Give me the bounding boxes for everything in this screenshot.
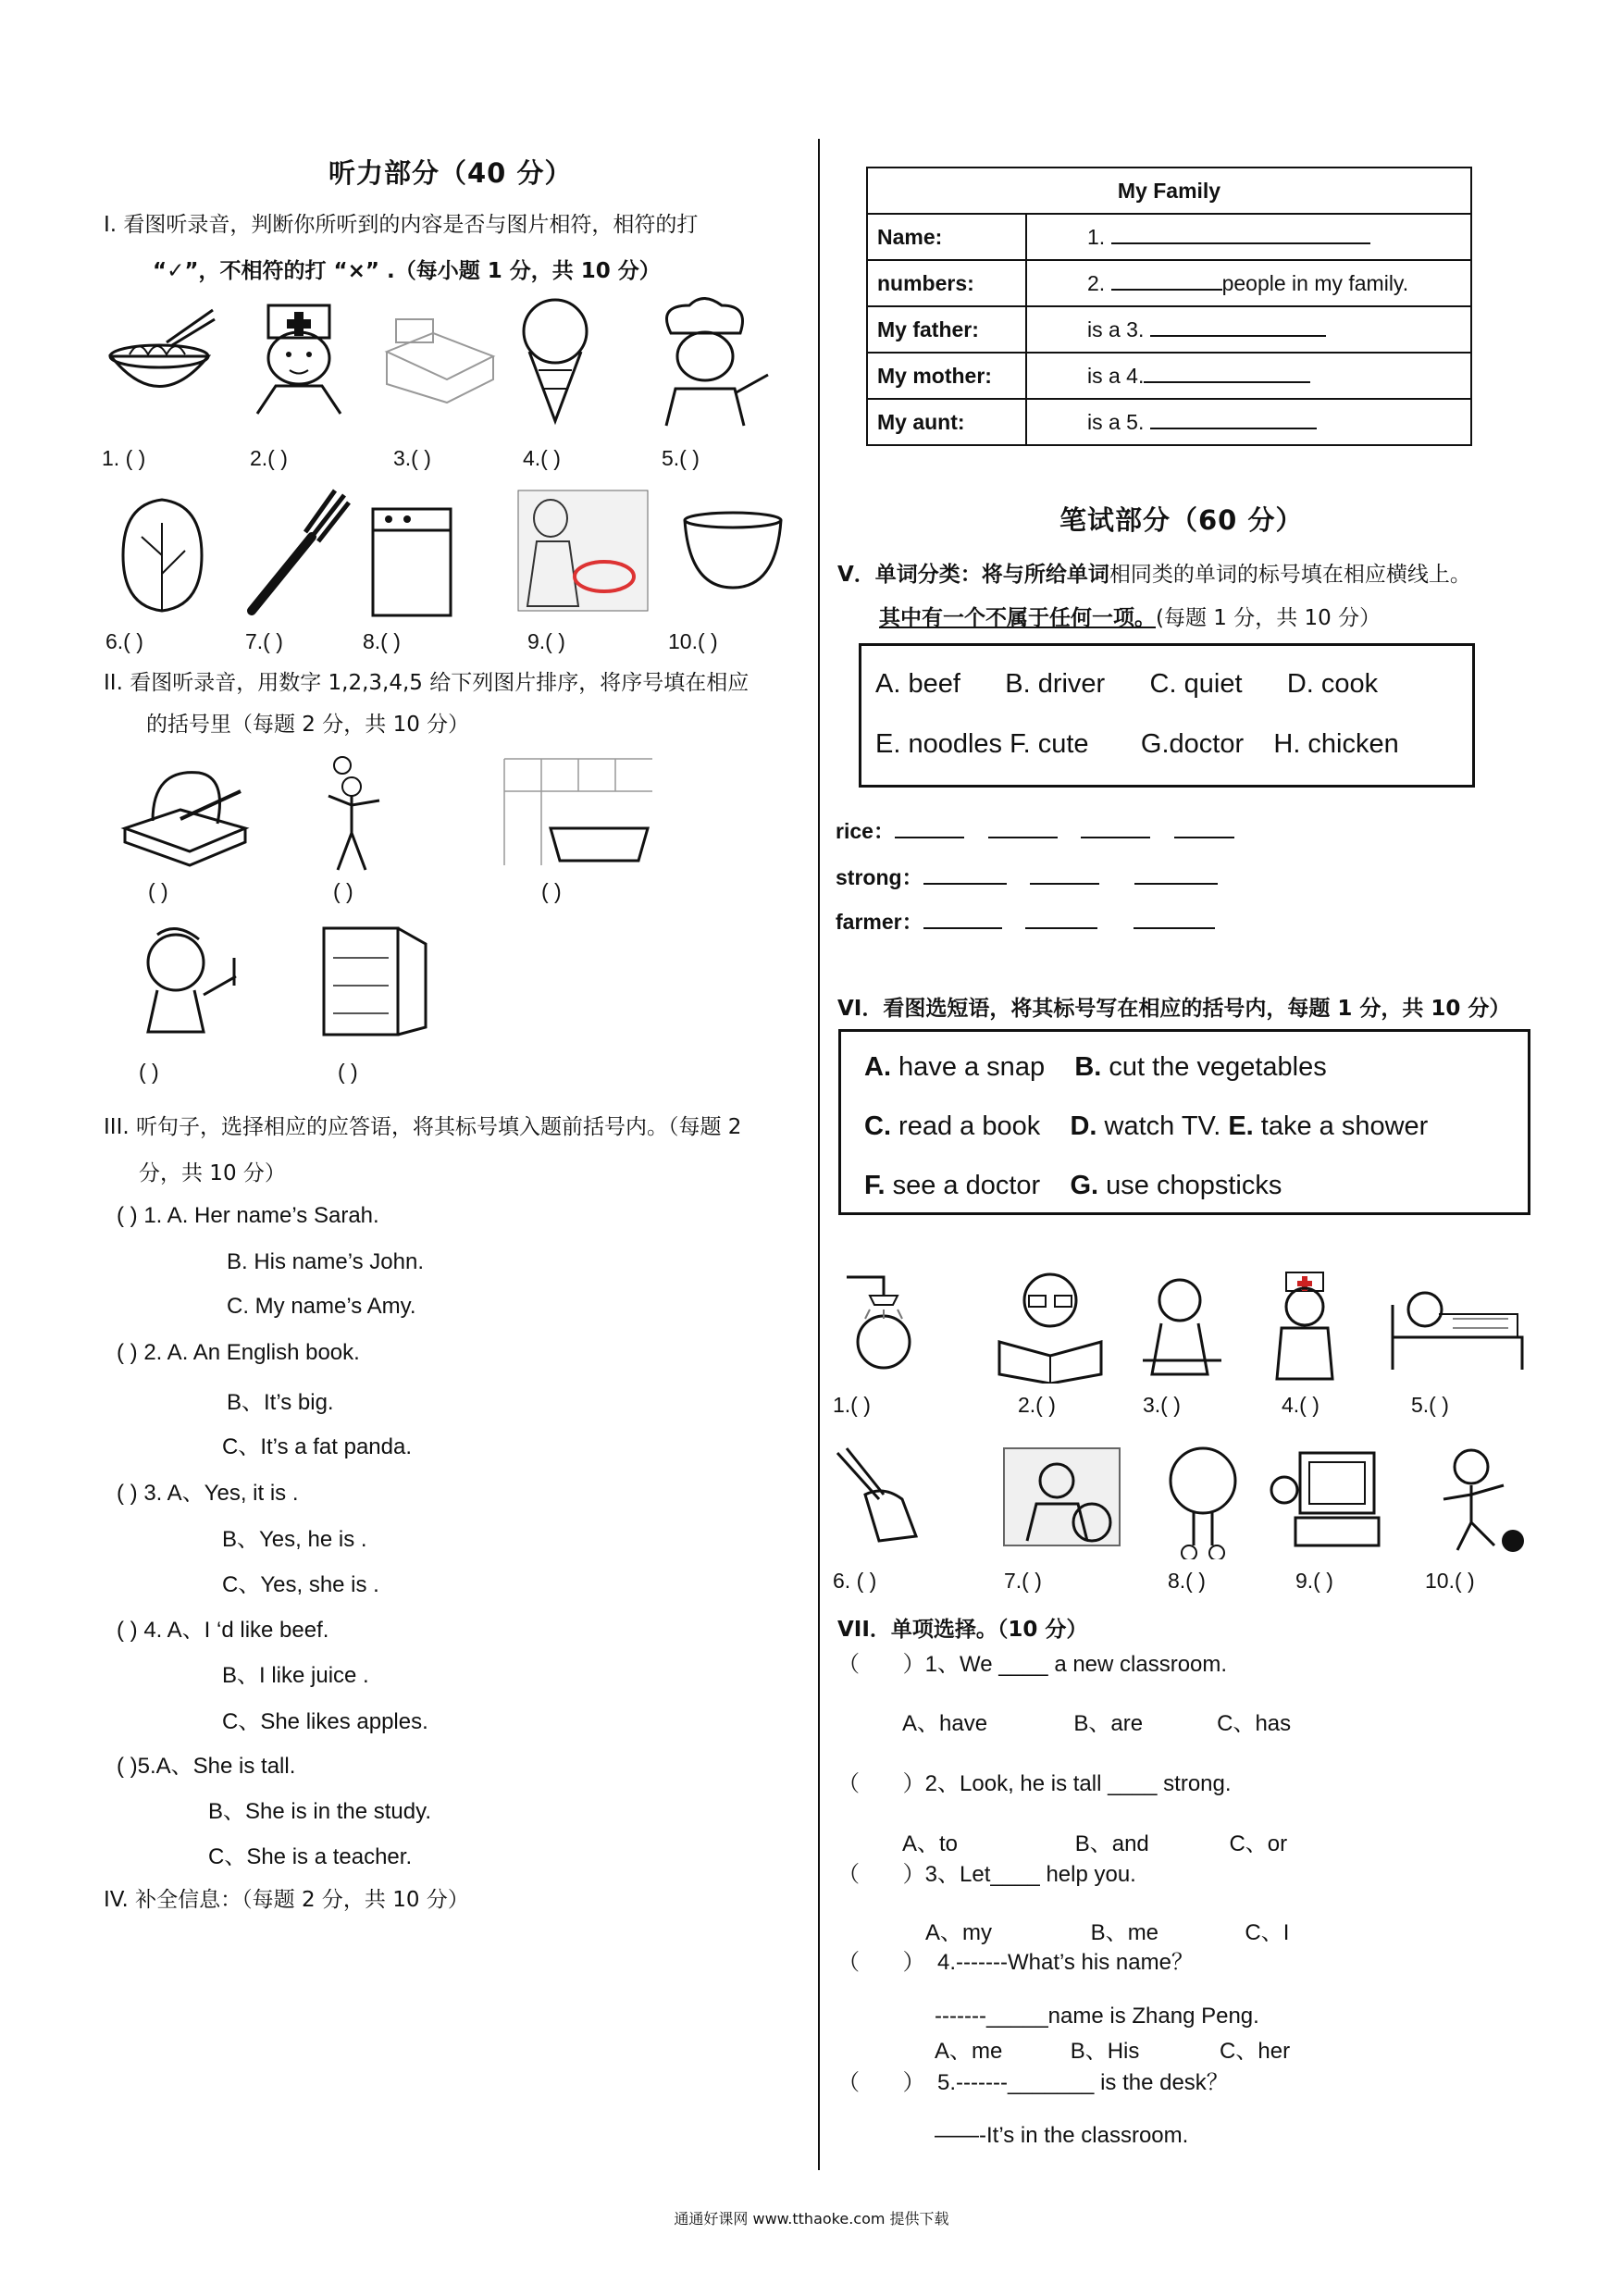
section7-title: VII．单项选择。（10 分） bbox=[837, 1618, 1088, 1642]
s6-ans-7[interactable]: 7.( ) bbox=[1004, 1569, 1042, 1593]
bathroom-icon bbox=[500, 754, 657, 870]
doctor-small-icon bbox=[1263, 1268, 1346, 1384]
s6-ans-2[interactable]: 2.( ) bbox=[1018, 1393, 1056, 1417]
boy-cutting-vegetables-icon bbox=[1134, 1272, 1226, 1384]
section4-instruction: IV. 补全信息：（每题 2 分，共 10 分） bbox=[104, 1888, 469, 1912]
family-row-value[interactable]: is a 5. bbox=[1026, 399, 1471, 445]
s3-item-2-opt-c: C、It’s a fat panda. bbox=[222, 1434, 413, 1459]
s1-ans-5[interactable]: 5.( ) bbox=[662, 446, 700, 470]
washing-machine-icon bbox=[365, 504, 458, 620]
s7-question-5[interactable]: （ ） 5.-------_______ is the desk？ bbox=[837, 2070, 1229, 2095]
watch-tv-icon bbox=[1268, 1444, 1383, 1550]
s1-ans-10[interactable]: 10.( ) bbox=[668, 629, 718, 653]
football-boy-icon bbox=[310, 754, 393, 875]
phrase-bank-box bbox=[838, 1029, 1530, 1215]
s3-item-3-opt-c: C、Yes, she is . bbox=[222, 1572, 379, 1597]
family-row-label: Name: bbox=[867, 214, 1026, 260]
family-row-label: numbers: bbox=[867, 260, 1026, 306]
s3-item-1-opt-b: B. His name’s John. bbox=[227, 1249, 424, 1274]
family-table-header: My Family bbox=[867, 168, 1471, 214]
s3-item-5[interactable]: ( )5.A、She is tall. bbox=[117, 1754, 296, 1779]
phrase-row-2: C. read a book D. watch TV. E. take a shower bbox=[864, 1111, 1429, 1141]
family-row-label: My mother: bbox=[867, 353, 1026, 399]
s6-ans-4[interactable]: 4.( ) bbox=[1282, 1393, 1319, 1417]
sort-row-rice[interactable]: rice： bbox=[836, 814, 1234, 845]
s3-item-3[interactable]: ( ) 3. A、Yes, it is . bbox=[117, 1481, 299, 1506]
chicken-leg-icon bbox=[1161, 1444, 1245, 1559]
ice-cream-icon bbox=[518, 296, 592, 426]
s3-item-1-opt-c: C. My name’s Amy. bbox=[227, 1294, 416, 1319]
s6-ans-3[interactable]: 3.( ) bbox=[1143, 1393, 1181, 1417]
s7-question-4[interactable]: （ ） 4.-------What’s his name？ bbox=[837, 1950, 1194, 1975]
section3-instruction-2: 分，共 10 分） bbox=[139, 1161, 286, 1185]
s3-item-3-opt-b: B、Yes, he is . bbox=[222, 1527, 367, 1552]
s2-ans-3[interactable]: ( ) bbox=[541, 879, 562, 903]
sleeping-in-bed-icon bbox=[1388, 1268, 1527, 1374]
writing-title: 笔试部分（60 分） bbox=[1059, 504, 1304, 536]
s6-ans-5[interactable]: 5.( ) bbox=[1411, 1393, 1449, 1417]
s3-item-2[interactable]: ( ) 2. A. An English book. bbox=[117, 1340, 360, 1365]
s7-options-1: A、have B、are C、has bbox=[902, 1711, 1292, 1736]
s7-options-2: A、to B、and C、or bbox=[902, 1831, 1288, 1856]
s6-ans-10[interactable]: 10.( ) bbox=[1425, 1569, 1475, 1593]
family-row-value[interactable]: is a 3. bbox=[1026, 306, 1471, 353]
s6-ans-6[interactable]: 6. ( ) bbox=[833, 1569, 877, 1593]
s1-ans-8[interactable]: 8.( ) bbox=[363, 629, 401, 653]
family-row-label: My father: bbox=[867, 306, 1026, 353]
family-row-value[interactable]: 2. people in my family. bbox=[1026, 260, 1471, 306]
family-table bbox=[866, 167, 1472, 446]
s6-ans-1[interactable]: 1.( ) bbox=[833, 1393, 871, 1417]
s3-item-5-opt-c: C、She is a teacher. bbox=[208, 1844, 413, 1869]
s6-ans-8[interactable]: 8.( ) bbox=[1168, 1569, 1206, 1593]
s3-item-5-opt-b: B、She is in the study. bbox=[208, 1799, 432, 1824]
section1-instruction-2: “✓”，不相符的打 “×” .（每小题 1 分，共 10 分） bbox=[153, 259, 661, 283]
fridge-icon bbox=[310, 921, 435, 1041]
bowl-icon bbox=[680, 509, 787, 592]
listening-title: 听力部分（40 分） bbox=[328, 157, 573, 189]
cook-icon bbox=[638, 292, 777, 430]
section1-instruction: I. 看图听录音，判断你所听到的内容是否与图片相符，相符的打 bbox=[104, 213, 699, 237]
chopsticks-hand-icon bbox=[828, 1444, 930, 1545]
s2-ans-1[interactable]: ( ) bbox=[148, 879, 168, 903]
s7-question-1[interactable]: （ ）1、We ____ a new classroom. bbox=[837, 1652, 1228, 1677]
s3-item-2-opt-b: B、It’s big. bbox=[227, 1390, 334, 1415]
s1-ans-7[interactable]: 7.( ) bbox=[245, 629, 283, 653]
doctor-icon bbox=[248, 301, 350, 416]
s1-ans-6[interactable]: 6.( ) bbox=[105, 629, 143, 653]
girl-eating-icon bbox=[116, 921, 254, 1046]
s7-sub-5: ——-It’s in the classroom. bbox=[935, 2123, 1189, 2148]
use-chopsticks-photo-icon bbox=[514, 486, 652, 615]
driving-icon bbox=[999, 1444, 1124, 1550]
word-bank-box bbox=[859, 643, 1475, 788]
family-row-value[interactable]: 1. bbox=[1026, 214, 1471, 260]
girl-shower-icon bbox=[828, 1268, 939, 1384]
s2-ans-5[interactable]: ( ) bbox=[338, 1060, 358, 1084]
s7-options-3: A、my B、me C、I bbox=[925, 1920, 1290, 1945]
section5-instruction: V．单词分类：将与所给单词相同类的单词的标号填在相应横线上。 bbox=[837, 563, 1471, 587]
s3-item-1[interactable]: ( ) 1. A. Her name’s Sarah. bbox=[117, 1203, 379, 1228]
s1-ans-1[interactable]: 1. ( ) bbox=[102, 446, 146, 470]
word-bank-row-1: A. beef B. driver C. quiet D. cook bbox=[875, 669, 1379, 699]
noodles-icon bbox=[102, 301, 217, 412]
s7-sub-4: -------_____name is Zhang Peng. bbox=[935, 2004, 1259, 2029]
s1-ans-3[interactable]: 3.( ) bbox=[393, 446, 431, 470]
section5-instruction-2: 其中有一个不属于任何一项。(每题 1 分，共 10 分） bbox=[879, 606, 1381, 630]
boy-football-icon bbox=[1430, 1444, 1531, 1555]
s2-ans-2[interactable]: ( ) bbox=[333, 879, 353, 903]
column-divider bbox=[818, 139, 820, 2170]
s7-question-2[interactable]: （ ）2、Look, he is tall ____ strong. bbox=[837, 1771, 1232, 1796]
fork-icon bbox=[242, 486, 353, 615]
boy-reading-icon bbox=[990, 1268, 1110, 1384]
bed-icon bbox=[378, 315, 498, 407]
bread-knife-icon bbox=[116, 754, 254, 870]
s2-ans-4[interactable]: ( ) bbox=[139, 1060, 159, 1084]
family-row-value[interactable]: is a 4. bbox=[1026, 353, 1471, 399]
sort-row-strong[interactable]: strong： bbox=[836, 861, 1218, 891]
s6-ans-9[interactable]: 9.( ) bbox=[1295, 1569, 1333, 1593]
section2-instruction-2: 的括号里（每题 2 分，共 10 分） bbox=[146, 713, 470, 737]
s1-ans-2[interactable]: 2.( ) bbox=[250, 446, 288, 470]
s1-ans-4[interactable]: 4.( ) bbox=[523, 446, 561, 470]
section6-instruction: VI．看图选短语，将其标号写在相应的括号内，每题 1 分，共 10 分） bbox=[837, 997, 1511, 1021]
word-bank-row-2: E. noodles F. cute G.doctor H. chicken bbox=[875, 729, 1399, 759]
s1-ans-9[interactable]: 9.( ) bbox=[527, 629, 565, 653]
s7-question-3[interactable]: （ ）3、Let____ help you. bbox=[837, 1862, 1136, 1887]
page-footer: 通通好课网 www.tthaoke.com 提供下载 bbox=[674, 2210, 949, 2228]
s3-item-4-opt-c: C、She likes apples. bbox=[222, 1709, 428, 1734]
family-row-label: My aunt: bbox=[867, 399, 1026, 445]
cabbage-icon bbox=[109, 490, 216, 615]
section2-instruction: II. 看图听录音，用数字 1,2,3,4,5 给下列图片排序，将序号填在相应 bbox=[104, 671, 750, 695]
section3-instruction: III. 听句子，选择相应的应答语，将其标号填入题前括号内。（每题 2 bbox=[104, 1115, 742, 1139]
phrase-row-1: A. have a snap B. cut the vegetables bbox=[864, 1052, 1327, 1082]
s7-options-4: A、me B、His C、her bbox=[935, 2039, 1291, 2064]
s3-item-4-opt-b: B、I like juice . bbox=[222, 1663, 369, 1688]
s3-item-4[interactable]: ( ) 4. A、I ‘d like beef. bbox=[117, 1618, 329, 1643]
phrase-row-3: F. see a doctor G. use chopsticks bbox=[864, 1171, 1282, 1200]
sort-row-farmer[interactable]: farmer： bbox=[836, 905, 1215, 936]
